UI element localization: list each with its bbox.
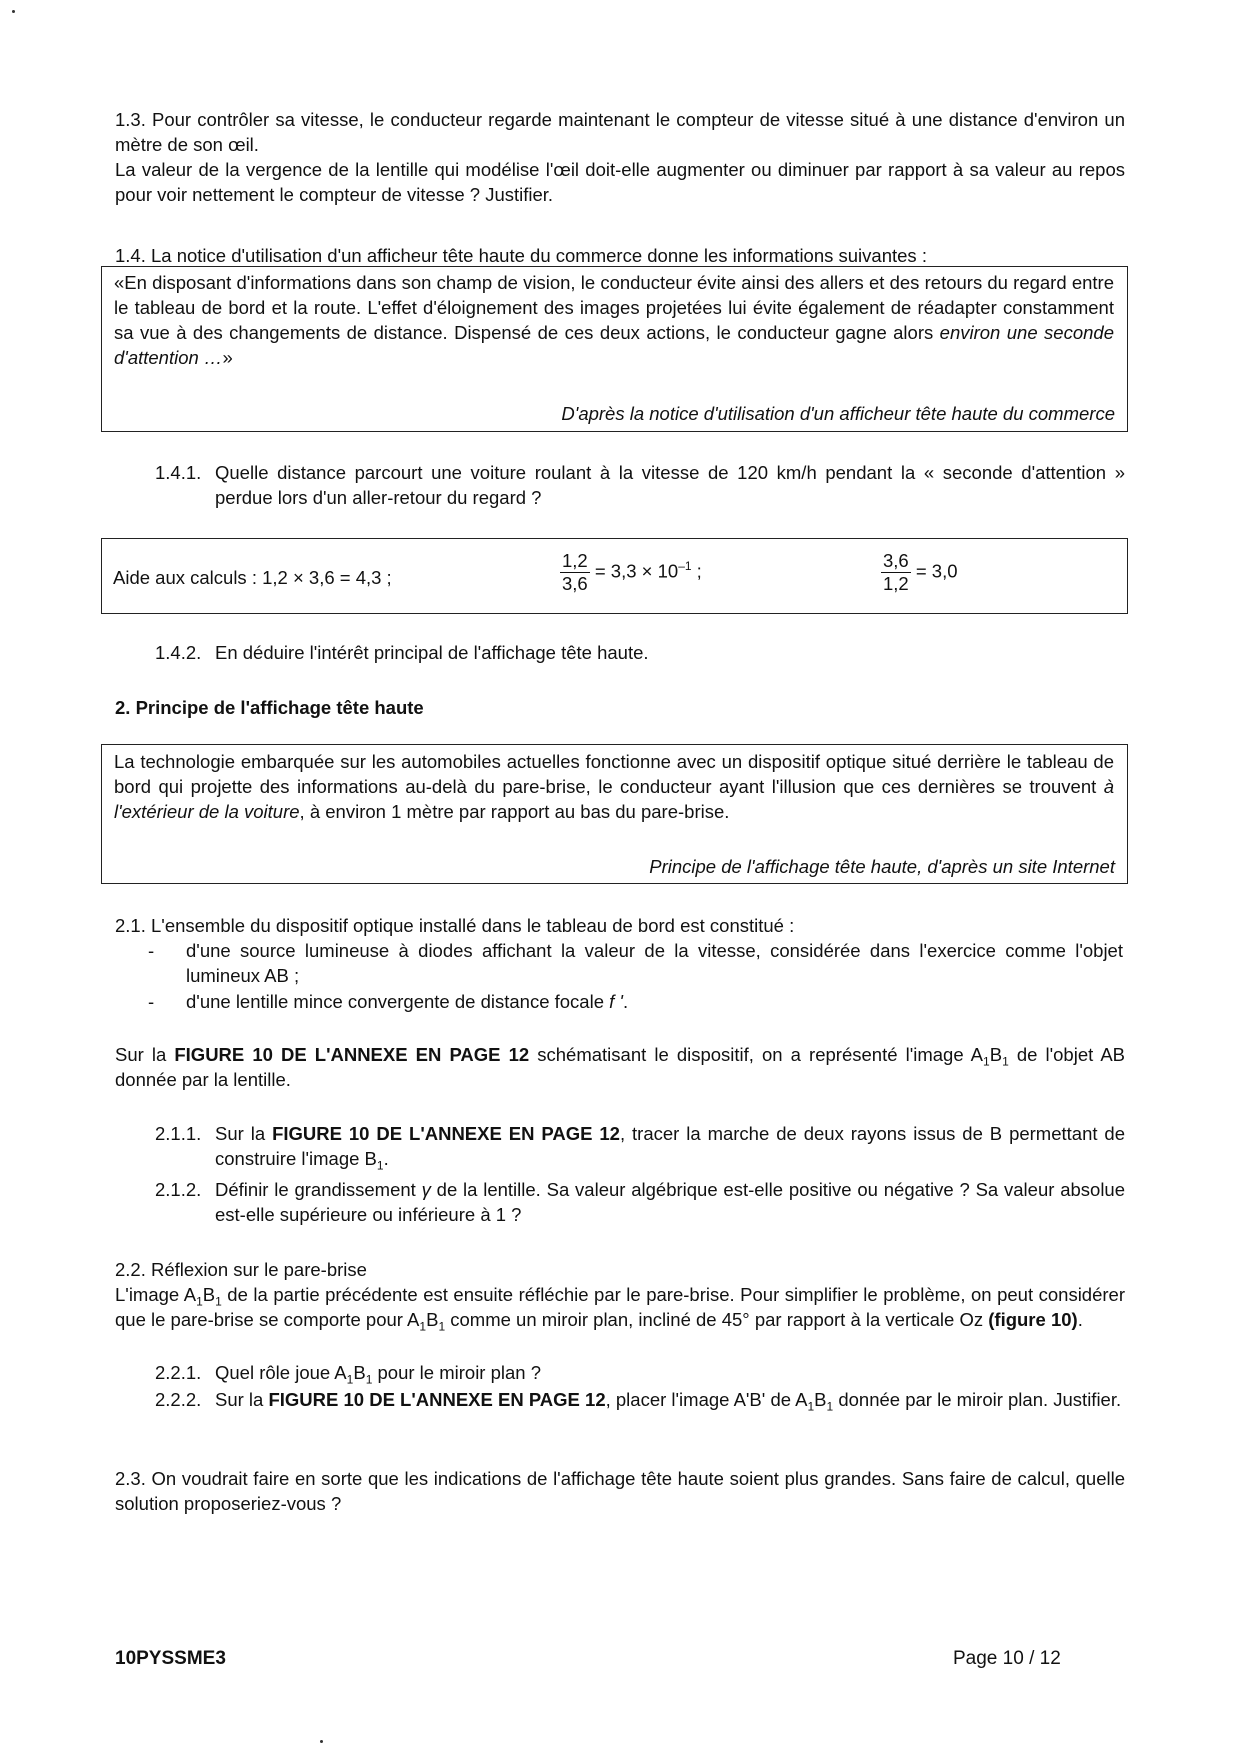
q222-text-a: Sur la <box>215 1389 269 1410</box>
question-1-4-2 <box>155 640 1125 665</box>
fig-ref-sub1: 1 <box>983 1054 990 1069</box>
focal-length-symbol: f ' <box>609 991 623 1012</box>
q221-text-b: B <box>353 1362 366 1383</box>
section-2-title: 2. Principe de l'affichage tête haute <box>115 697 424 718</box>
quote-text <box>114 270 1114 370</box>
scan-speck <box>12 10 15 13</box>
q22-figure-ref: (figure 10) <box>988 1309 1078 1330</box>
question-1-3-line1: 1.3. Pour contrôler sa vitesse, le conducteur regarde maintenant le compteur de vitesse situé à une distance d'environ un mètre de son œil. <box>115 109 1125 155</box>
bullet-dash: - <box>148 991 155 1012</box>
question-2-2-2 <box>155 1387 1125 1412</box>
bullet-lens <box>148 989 1123 1014</box>
bullet-lens-text <box>186 989 1123 1014</box>
scan-speck <box>320 1740 323 1743</box>
quote-main: «En disposant d'informations dans son champ de vision, le conducteur évite ainsi des allers et des retours du regard entre le tableau de bord et la route. L'effet d'éloignement des images projetées lui évite également de réadapter constamment sa vue à des changements de distance. Dispensé de ces deux actions, le conducteur gagne alors <box>114 272 1114 343</box>
q22-p-b: B <box>202 1284 216 1305</box>
q22-p-f: . <box>1077 1309 1083 1330</box>
q211-text-b: , tracer la marche de deux rayons issus de B permettant de construire l'image B <box>215 1123 1126 1169</box>
page-number: Page 10 / 12 <box>953 1648 1061 1669</box>
fig-ref-bold: FIGURE 10 DE L'ANNEXE EN PAGE 12 <box>174 1044 530 1065</box>
question-2-1-1-number: 2.1.1. <box>155 1123 202 1144</box>
figure-reference-paragraph <box>115 1042 1125 1092</box>
fraction-1-separator: ; <box>691 560 702 582</box>
bullet-lens-text-end: . <box>622 991 629 1012</box>
question-2-3: 2.3. On voudrait faire en sorte que les indications de l'affichage tête haute soient plus grandes. Sans faire de calcul, quelle solution proposeriez-vous ? <box>115 1468 1125 1514</box>
q22-p-e: comme un miroir plan, incliné de 45° par rapport à la verticale Oz <box>445 1309 989 1330</box>
fraction-1-denominator: 3,6 <box>562 573 588 594</box>
principle-text-b: , à environ 1 mètre par rapport au bas du pare-brise. <box>299 801 730 822</box>
q212-text-b: de la lentille. Sa valeur algébrique est-elle positive ou négative ? Sa valeur absolue est-elle supérieure ou inférieure à 1 ? <box>215 1179 1126 1225</box>
question-2-2-paragraph <box>115 1282 1125 1332</box>
q22-p-c: de la partie précédente est ensuite réfléchie par le pare-brise. Pour simplifier le problème, on peut considérer que le pare-brise se comporte pour A <box>115 1284 1125 1330</box>
q221-text-c: pour le miroir plan ? <box>372 1362 542 1383</box>
principle-text-italic: à l'extérieur de la voiture <box>114 776 1114 822</box>
q22-sub3: 1 <box>419 1319 427 1334</box>
question-2-1-intro: 2.1. L'ensemble du dispositif optique installé dans le tableau de bord est constitué : <box>115 915 795 936</box>
fig-ref-b: schématisant le dispositif, on a représenté l'image A <box>529 1044 984 1065</box>
quote-source: D'après la notice d'utilisation d'un afficheur tête haute du commerce <box>561 403 1115 424</box>
calculation-help-box <box>101 538 1128 614</box>
question-2-1-1-text <box>215 1121 1125 1171</box>
principle-text <box>114 749 1114 824</box>
question-1-4-1 <box>155 460 1125 510</box>
question-2-1-2-text <box>215 1177 1125 1227</box>
q22-p-d: B <box>426 1309 439 1330</box>
question-1-4-1-number: 1.4.1. <box>155 462 202 483</box>
question-2-2-1 <box>155 1360 1125 1385</box>
quote-end: » <box>222 347 233 368</box>
question-2-1-2-number: 2.1.2. <box>155 1179 202 1200</box>
q222-sub1: 1 <box>807 1399 815 1414</box>
q222-text-b: , placer l'image A'B' de A <box>605 1389 808 1410</box>
question-2-1-2 <box>155 1177 1125 1227</box>
bullet-light-source-text: d'une source lumineuse à diodes affichant la valeur de la vitesse, considérée dans l'exercice comme l'objet lumineux AB ; <box>186 940 1123 986</box>
quote-italic: environ une seconde d'attention … <box>114 322 1114 368</box>
fraction-2-denominator: 1,2 <box>883 573 909 594</box>
q211-sub: 1 <box>376 1158 384 1173</box>
exam-code: 10PYSSME3 <box>115 1648 226 1669</box>
q22-sub2: 1 <box>215 1294 222 1309</box>
fig-ref-c: B <box>989 1044 1003 1065</box>
principle-box <box>101 744 1128 884</box>
q222-text-c: B <box>814 1389 827 1410</box>
q221-text-a: Quel rôle joue A <box>215 1362 347 1383</box>
q222-text-bold: FIGURE 10 DE L'ANNEXE EN PAGE 12 <box>268 1389 606 1410</box>
calc-help-label: Aide aux calculs : 1,2 × 3,6 = 4,3 ; <box>113 567 392 588</box>
q211-text-c: . <box>383 1148 389 1169</box>
q22-sub4: 1 <box>438 1319 446 1334</box>
fraction-1-numerator: 1,2 <box>562 550 588 571</box>
principle-source: Principe de l'affichage tête haute, d'après un site Internet <box>649 856 1115 877</box>
bullet-lens-text-a: d'une lentille mince convergente de distance focale <box>186 991 610 1012</box>
quote-box <box>101 266 1128 432</box>
q211-text-a: Sur la <box>215 1123 273 1144</box>
q222-text-d: donnée par le miroir plan. Justifier. <box>833 1389 1122 1410</box>
question-2-2-2-text <box>215 1387 1125 1412</box>
q212-text-a: Définir le grandissement <box>215 1179 422 1200</box>
q22-sub1: 1 <box>196 1294 203 1309</box>
question-1-4-2-number: 1.4.2. <box>155 642 202 663</box>
question-1-4-intro: 1.4. La notice d'utilisation d'un afficheur tête haute du commerce donne les informations suivantes : <box>115 245 927 266</box>
question-1-4-1-text: Quelle distance parcourt une voiture roulant à la vitesse de 120 km/h pendant la « seconde d'attention » perdue lors d'un aller-retour du regard ? <box>215 462 1125 508</box>
calc-fraction-1 <box>560 550 702 595</box>
q221-sub2: 1 <box>365 1372 373 1387</box>
bullet-dash: - <box>148 940 155 961</box>
question-1-4-2-text: En déduire l'intérêt principal de l'affichage tête haute. <box>215 642 649 663</box>
fig-ref-a: Sur la <box>115 1044 175 1065</box>
gamma-symbol: γ <box>421 1179 431 1200</box>
question-2-2-1-text <box>215 1360 1125 1385</box>
fraction-1-result: = 3,3 × 10 <box>594 560 679 582</box>
fraction-1-exponent: –1 <box>678 559 692 574</box>
fraction-2-numerator: 3,6 <box>883 550 909 571</box>
q221-sub1: 1 <box>346 1372 354 1387</box>
question-2-2-1-number: 2.2.1. <box>155 1362 202 1383</box>
question-2-2-title: 2.2. Réflexion sur le pare-brise <box>115 1259 367 1280</box>
q211-text-bold: FIGURE 10 DE L'ANNEXE EN PAGE 12 <box>272 1123 620 1144</box>
question-2-1-1 <box>155 1121 1125 1171</box>
q22-p-a: L'image A <box>115 1284 197 1305</box>
principle-text-a: La technologie embarquée sur les automobiles actuelles fonctionne avec un dispositif optique situé derrière le tableau de bord qui projette des informations au-delà du pare-brise, le conducteur ayant l'illusion que ces dernières se trouvent <box>114 751 1114 797</box>
fraction-2-result: = 3,0 <box>915 560 958 582</box>
question-2-2-2-number: 2.2.2. <box>155 1389 202 1410</box>
calc-fraction-2 <box>881 550 958 595</box>
fig-ref-sub2: 1 <box>1002 1054 1009 1069</box>
q222-sub2: 1 <box>826 1399 834 1414</box>
bullet-light-source <box>148 938 1123 988</box>
question-1-3 <box>115 107 1125 207</box>
fig-ref-d: de l'objet AB donnée par la lentille. <box>115 1044 1125 1090</box>
question-1-3-line2: La valeur de la vergence de la lentille qui modélise l'œil doit-elle augmenter ou diminuer par rapport à sa valeur au repos pour voir nettement le compteur de vitesse ? Justifier. <box>115 159 1125 205</box>
